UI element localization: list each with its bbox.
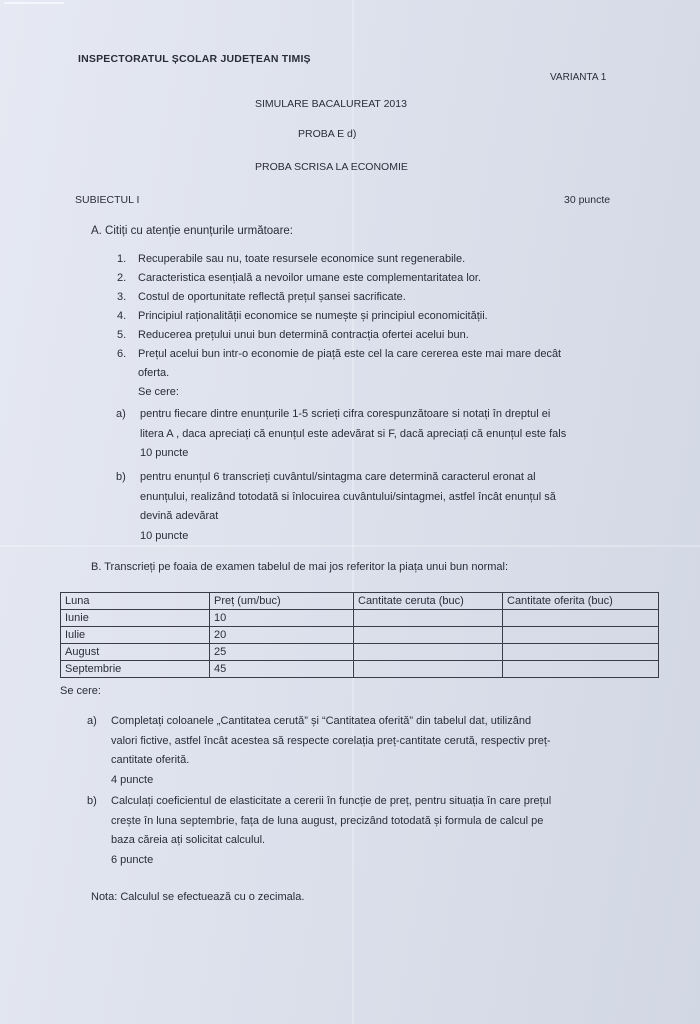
statement-item: 3. Costul de oportunitate reflectă prețul șansei sacrificate. [117, 291, 406, 303]
section-b-intro: B. Transcrieți pe foaia de examen tabelul de mai jos referitor la piața unui bun normal: [91, 561, 509, 573]
table-row: Iunie 10 [61, 610, 659, 627]
table-row: Septembrie 45 [61, 661, 659, 678]
statement-item: 4. Principiul raționalității economice se numește și principiul economicității. [117, 310, 488, 322]
column-header: Cantitate ceruta (buc) [354, 593, 503, 610]
table-row: Iulie 20 [61, 627, 659, 644]
points-label: 10 puncte [140, 447, 189, 459]
section-a-intro: A. Citiți cu atenție enunțurile următoare: [91, 225, 293, 237]
task-a: a) pentru fiecare dintre enunțurile 1-5 scrieți cifra corespunzătoare si notați în dreptul ei litera A , daca apreciați că enunțul este adevărat si F, dacă apreciați că enunțul este fals 10 puncte [116, 405, 566, 464]
task-b-b: b) Calculați coeficientul de elasticitate a cererii în funcție de preț, pentru situația în care prețul crește în luna septembrie, fața de luna august, precizând totodată și formula de calcul pe baza căreia ați solicitat calculul. 6 puncte [87, 792, 551, 870]
statement-item: 6. Prețul acelui bun intr-o economie de piață este cel la care cererea este mai mare decât [117, 348, 562, 360]
statement-item-continuation: oferta. [138, 367, 170, 379]
subject-points: 30 puncte [564, 194, 611, 206]
se-cere-label: Se cere: [138, 386, 179, 398]
paper-edge-mark [4, 2, 64, 4]
se-cere-label: Se cere: [60, 685, 101, 697]
exam-subtitle: PROBA SCRISA LA ECONOMIE [255, 161, 408, 173]
task-b-a: a) Completați coloanele „Cantitatea cerută” și “Cantitatea oferită” din tabelul dat, utilizând valori fictive, astfel încât acestea să respecte corelația preț-cantitate cerută, respectiv preț- cantitate oferită. 4 puncte [87, 712, 551, 790]
exam-proba: PROBA E d) [298, 128, 357, 140]
market-table [60, 592, 659, 678]
note-text: Nota: Calculul se efectuează cu o zecimala. [91, 891, 305, 903]
statement-item: 5. Reducerea prețului unui bun determină contracția ofertei acelui bun. [117, 329, 469, 341]
subject-label: SUBIECTUL I [75, 194, 140, 206]
points-label: 10 puncte [140, 529, 189, 542]
statement-item: 1. Recuperabile sau nu, toate resursele economice sunt regenerabile. [117, 253, 466, 265]
statement-list [117, 250, 561, 402]
variant-label: VARIANTA 1 [550, 72, 607, 83]
task-b: b) pentru enunțul 6 transcrieți cuvântul/sintagma care determină caracterul eronat al enunțului, realizând totodată si înlocuirea cuvântului/sintagmei, astfel încât enunțul să devină adevărat 10 puncte [116, 468, 556, 546]
column-header: Luna [61, 593, 210, 610]
column-header: Preț (um/buc) [210, 593, 354, 610]
column-header: Cantitate oferita (buc) [503, 593, 659, 610]
statement-item: 2. Caracteristica esențială a nevoilor umane este complementaritatea lor. [117, 272, 482, 284]
table-header-row [61, 593, 659, 610]
table-row: August 25 [61, 644, 659, 661]
inspectorate-heading: INSPECTORATUL ȘCOLAR JUDEȚEAN TIMIȘ [78, 53, 311, 65]
exam-title: SIMULARE BACALUREAT 2013 [255, 98, 407, 110]
points-label: 4 puncte [111, 773, 154, 786]
points-label: 6 puncte [111, 853, 154, 866]
